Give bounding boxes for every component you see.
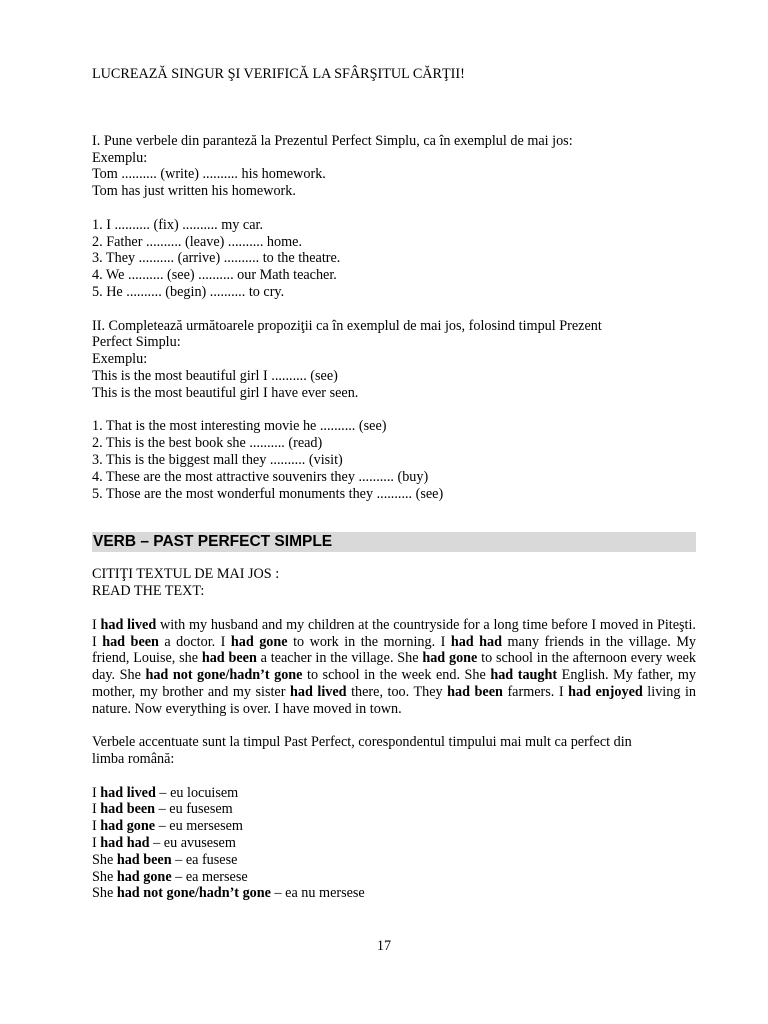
passage-text: there, too. They (346, 683, 448, 700)
passage-verb: had had (450, 633, 503, 650)
translation-verb: had gone (100, 818, 156, 835)
exercise-2-instruction-cont: Perfect Simplu: (92, 334, 181, 351)
exercise-1-item: 4. We .......... (see) .......... our Math teacher. (92, 267, 337, 284)
translation-meaning: – eu avusesem (149, 835, 236, 852)
translation-meaning: – eu mersesem (155, 818, 243, 835)
exercise-2-item: 1. That is the most interesting movie he .......... (see) (92, 418, 387, 435)
translation-item (92, 835, 696, 852)
passage-text: with my husband and my children at the countryside for a long time before I moved in Piteşti. I (92, 616, 696, 650)
translation-subject: I (92, 801, 101, 818)
translation-meaning: – eu locuisem (155, 784, 239, 801)
translation-verb: had lived (100, 784, 156, 801)
passage-text: to work in the morning. I (287, 633, 451, 650)
passage-verb: had gone (422, 650, 478, 667)
translation-subject: I (92, 818, 101, 835)
exercise-1-item: 1. I .......... (fix) .......... my car. (92, 216, 264, 233)
translation-verb: had not gone/hadn’t gone (116, 885, 271, 902)
translation-item (92, 885, 696, 902)
exercise-2-example-prompt: This is the most beautiful girl I .......... (see) (92, 367, 338, 384)
passage-verb: had lived (100, 616, 157, 633)
translation-meaning: – ea nu mersese (270, 885, 365, 902)
exercise-1-example-prompt: Tom .......... (write) .......... his homework. (92, 166, 326, 183)
exercise-1-example-answer: Tom has just written his homework. (92, 183, 296, 200)
exercise-2-instruction: II. Completează următoarele propoziţii ca în exemplul de mai jos, folosind timpul Prezent (92, 317, 602, 334)
passage-verb: had not gone/hadn’t gone (145, 667, 303, 684)
translation-item (92, 818, 696, 835)
translation-verb: had been (100, 801, 156, 818)
translation-meaning: – ea mersese (171, 868, 248, 885)
passage-text: to school in the week end. She (302, 667, 491, 684)
translation-item (92, 785, 696, 802)
page-number: 17 (376, 938, 392, 954)
page-content (92, 66, 696, 902)
exercise-2-example-answer: This is the most beautiful girl I have ever seen. (92, 384, 359, 401)
exercise-1-instruction: I. Pune verbele din paranteză la Prezentul Perfect Simplu, ca în exemplul de mai jos: (92, 132, 573, 149)
exercise-2-example-label: Exemplu: (92, 351, 148, 368)
reading-label-ro: CITIŢI TEXTUL DE MAI JOS : (92, 566, 280, 583)
passage-text: farmers. I (502, 683, 569, 700)
translation-verb: had had (100, 835, 150, 852)
translation-list (92, 785, 696, 903)
page-header: LUCREAZĂ SINGUR ŞI VERIFICĂ LA SFÂRŞITUL CĂRŢII! (92, 66, 465, 82)
exercise-2-item: 2. This is the best book she .......... (read) (92, 435, 323, 452)
translation-subject: I (92, 835, 101, 852)
translation-verb: had gone (116, 868, 172, 885)
exercise-1-example-label: Exemplu: (92, 149, 148, 166)
translation-subject: She (92, 885, 117, 902)
passage-verb: had gone (230, 633, 288, 650)
explanation-text-cont: limba română: (92, 751, 175, 768)
explanation-text: Verbele accentuate sunt la timpul Past Perfect, corespondentul timpului mai mult ca perfect din (92, 734, 632, 751)
passage-text: a doctor. I (158, 633, 231, 650)
exercise-1 (92, 133, 696, 301)
translation-item (92, 801, 696, 818)
passage-text: English. My father, my mother, my brother and my sister (92, 667, 697, 700)
exercise-1-item: 2. Father .......... (leave) .......... home. (92, 233, 302, 250)
translation-item (92, 869, 696, 886)
translation-subject: She (92, 851, 117, 868)
passage-text: to school in the afternoon every week day. She (92, 650, 697, 684)
translation-item (92, 852, 696, 869)
passage-verb: had been (447, 683, 503, 700)
reading-passage (92, 617, 696, 718)
passage-verb: had enjoyed (568, 683, 643, 700)
translation-subject: I (92, 784, 101, 801)
exercise-2-item: 3. This is the biggest mall they .......... (visit) (92, 451, 343, 468)
exercise-2 (92, 318, 696, 503)
passage-verb: had been (102, 633, 159, 650)
passage-verb: had lived (289, 683, 347, 700)
translation-subject: She (92, 868, 117, 885)
passage-verb: had taught (490, 667, 558, 684)
exercise-2-item: 4. These are the most attractive souvenirs they .......... (buy) (92, 468, 429, 485)
passage-text: living in nature. Now everything is over. I have moved in town. (92, 683, 696, 717)
exercise-1-item: 3. They .......... (arrive) .......... to the theatre. (92, 250, 341, 267)
translation-meaning: – ea fusese (171, 851, 238, 868)
passage-text: many friends in the village. My friend, Louise, she (92, 633, 697, 667)
reading-label-en: READ THE TEXT: (92, 583, 205, 600)
passage-verb: had been (201, 650, 257, 667)
exercise-1-item: 5. He .......... (begin) .......... to cry. (92, 283, 285, 300)
passage-text: a teacher in the village. She (256, 650, 423, 667)
translation-verb: had been (116, 851, 172, 868)
section-heading: VERB – PAST PERFECT SIMPLE (92, 532, 696, 552)
translation-meaning: – eu fusesem (155, 801, 233, 818)
exercise-2-item: 5. Those are the most wonderful monuments they .......... (see) (92, 485, 444, 502)
passage-text: I (92, 616, 101, 633)
